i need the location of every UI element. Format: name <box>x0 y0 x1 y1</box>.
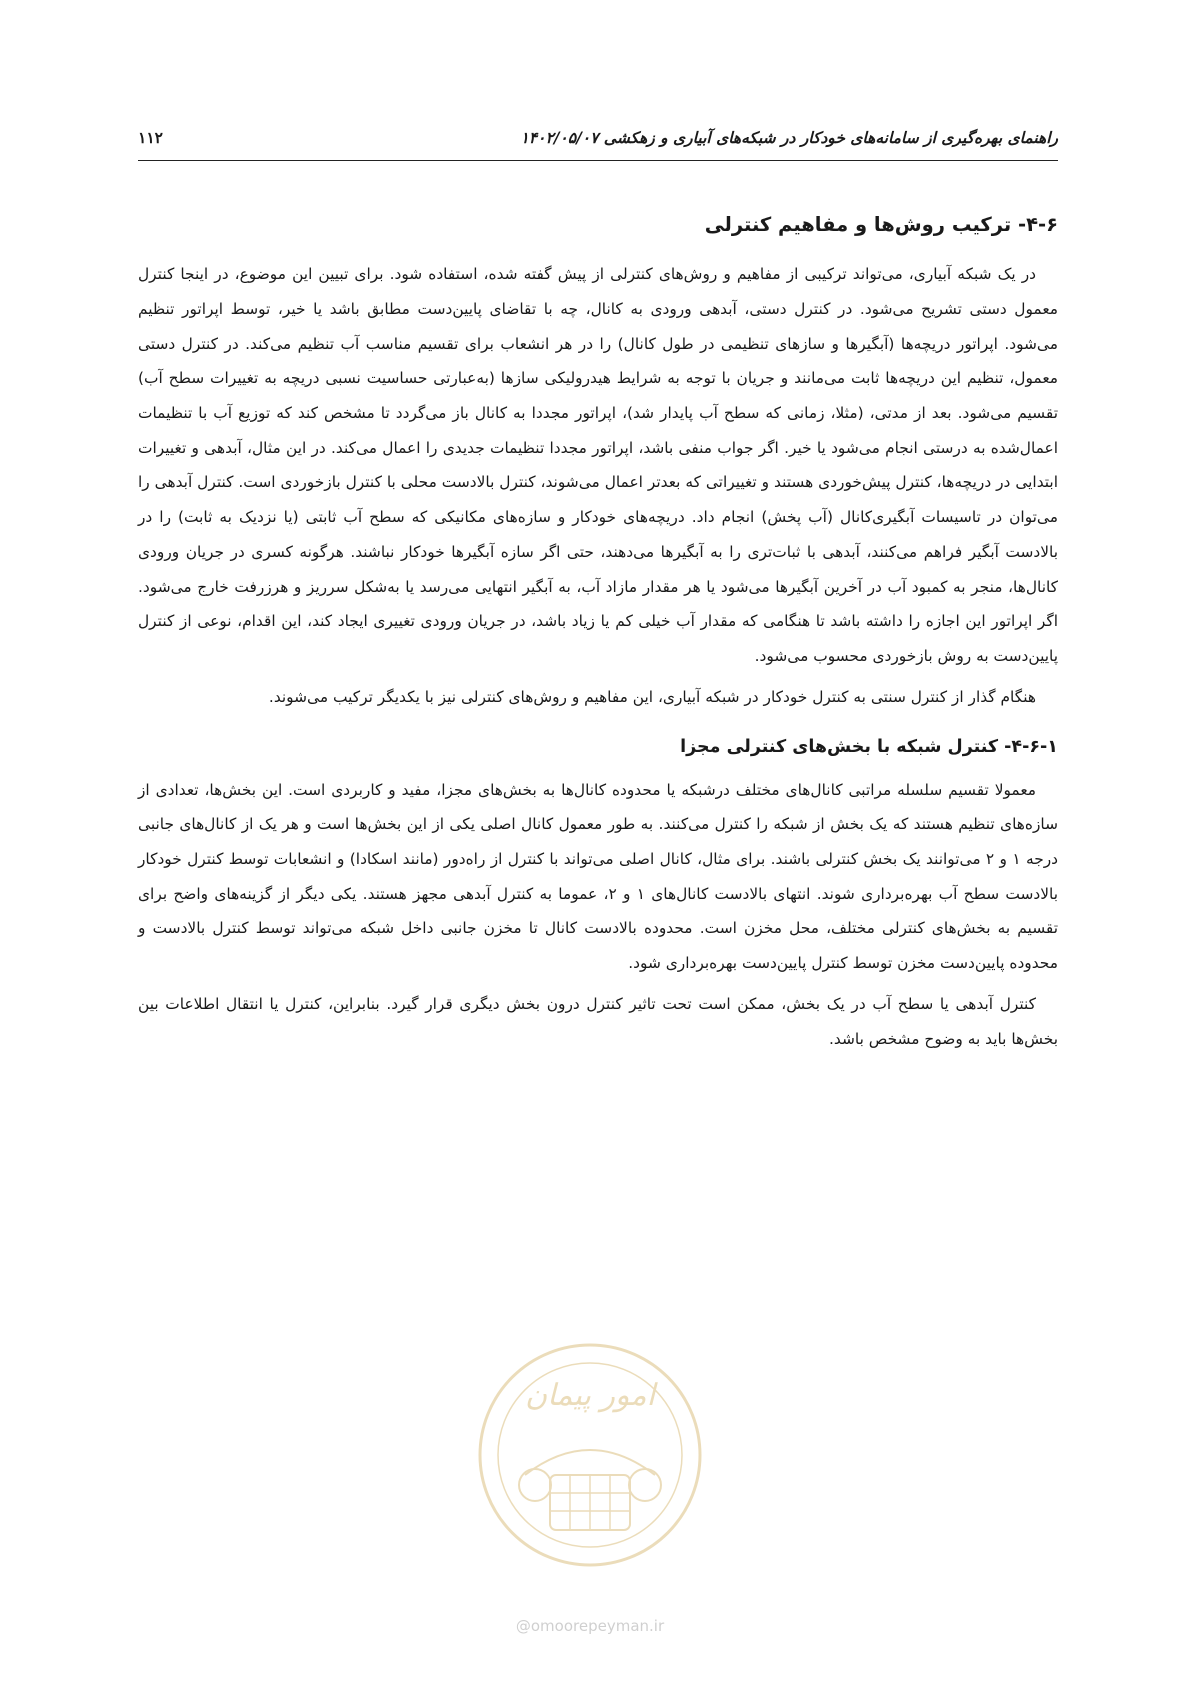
body-paragraph: معمولا تقسیم سلسله مراتبی کانال‌های مختلف درشبکه یا محدوده کانال‌ها به بخش‌های مجزا، مفید و کاربردی است. این بخش‌ها، تعدادی از سازه‌های تنظیم هستند که یک بخش از شبکه را کنترل می‌کنند. به طور معمول کانال اصلی یکی از این بخش‌ها است و هر یک از کانال‌های جانبی درجه ۱ و ۲ می‌توانند یک بخش کنترلی باشند. برای مثال، کانال اصلی می‌تواند با کنترل از راه‌دور (مانند اسکادا) و انشعابات توسط کنترل خودکار بالادست سطح آب بهره‌برداری شوند. انتهای بالادست کانال‌های ۱ و ۲، عموما به کنترل آبدهی مجهز هستند. یکی دیگر از گزینه‌های واضح برای تقسیم به بخش‌های کنترلی مختلف، محل مخزن است. محدوده بالادست کانال تا مخزن جانبی داخل شبکه می‌تواند توسط کنترل بالادست و محدوده پایین‌دست مخزن توسط کنترل پایین‌دست بهره‌برداری شود. <box>138 780 1059 973</box>
running-header-title: راهنمای بهره‌گیری از سامانه‌های خودکار در شبکه‌های آبیاری و زهکشی ۱۴۰۲/۰۵/۰۷ <box>520 128 1058 147</box>
watermark-logo-icon <box>455 1325 725 1615</box>
header-divider <box>138 160 1058 161</box>
body-paragraph: کنترل آبدهی یا سطح آب در یک بخش، ممکن است تحت تاثیر کنترل درون بخش دیگری قرار گیرد. بنابراین، کنترل یا انتقال اطلاعات بین بخش‌ها باید به وضوح مشخص باشد. <box>138 994 1058 1048</box>
running-header <box>138 128 1058 158</box>
document-body <box>138 210 1058 1062</box>
body-paragraph: در یک شبکه آبیاری، می‌تواند ترکیبی از مفاهیم و روش‌های کنترلی از پیش گفته شده، استفاده شود. برای تبیین این موضوع، در اینجا کنترل معمول دستی تشریح می‌شود. در کنترل دستی، آبدهی ورودی به کانال، چه با تقاضای پایین‌دست مطابق باشد یا خیر، توسط اپراتور تنظیم می‌شود. اپراتور دریچه‌ها (آبگیرها و سازهای تنظیمی در طول کانال) را در هر انشعاب برای تقسیم مناسب آب تنظیم می‌کند. در کنترل دستی معمول، تنظیم این دریچه‌ها ثابت می‌مانند و جریان با توجه به شرایط هیدرولیکی سازها (به‌عبارتی حساسیت نسبی دریچه به تغییرات سطح آب) تقسیم می‌شود. بعد از مدتی، (مثلا، زمانی که سطح آب پایدار شد)، اپراتور مجددا به کانال باز می‌گردد تا مشخص کند که توزیع آب با تنظیمات اعمال‌شده به درستی انجام می‌شود یا خیر. اگر جواب منفی باشد، اپراتور مجددا تنظیمات جدیدی را اعمال می‌کند. در این مثال، آبدهی و تغییرات ابتدایی در دریچه‌ها، کنترل پیش‌خوردی هستند و تغییراتی که بعدتر اعمال می‌شوند، کنترل بالادست محلی با کنترل بازخوردی است. کنترل آبدهی را می‌توان در تاسیسات آبگیری‌کانال (آب پخش) انجام داد. دریچه‌های خودکار و سازه‌های مکانیکی که سطح آب ثابتی (یا نزدیک به ثابت) را در بالادست آبگیر فراهم می‌کنند، آبدهی با ثبات‌تری را به آبگیرها می‌دهند، حتی اگر سازه آبگیرها خودکار نباشند. هرگونه کسری در جریان ورودی کانال‌ها، منجر به کمبود آب در آخرین آبگیرها می‌شود یا هر مقدار مازاد آب، به آبگیر انتهایی می‌رسد یا به‌شکل سرریز و هرزرفت خارج می‌شود. اگر اپراتور این اجازه را داشته باشد تا هنگامی که مقدار آب خیلی کم یا زیاد باشد، در جریان ورودی تغییری ایجاد کند، این اقدام، نوعی از کنترل پایین‌دست به روش بازخوردی محسوب می‌شود. <box>138 265 1058 665</box>
watermark-url: @omoorepeyman.ir <box>515 1617 665 1635</box>
subsection-heading: ۴-۶-۱- کنترل شبکه با بخش‌های کنترلی مجزا <box>680 737 1058 758</box>
page-number: ۱۱۲ <box>138 128 163 147</box>
watermark <box>455 1325 725 1645</box>
body-paragraph: هنگام گذار از کنترل سنتی به کنترل خودکار در شبکه آبیاری، این مفاهیم و روش‌های کنترلی نیز با یکدیگر ترکیب می‌شوند. <box>268 687 1036 706</box>
svg-text:امور پیمان: امور پیمان <box>525 1378 655 1413</box>
section-heading: ۴-۶- ترکیب روش‌ها و مفاهیم کنترلی <box>704 213 1058 236</box>
